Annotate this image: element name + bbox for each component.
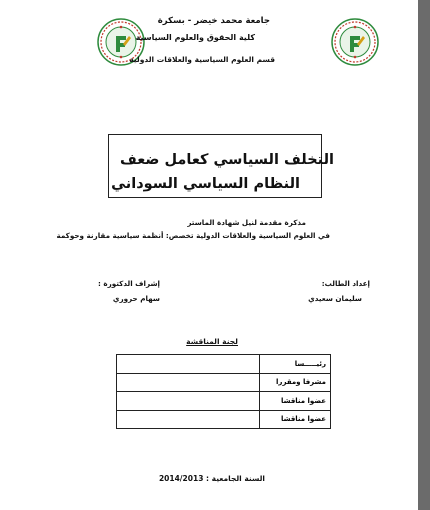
thesis-title-line2: النظام السياسي السوداني	[111, 176, 300, 192]
committee-table	[116, 354, 331, 429]
specialization: في العلوم السياسية والعلاقات الدولية تخصص: أنظمة سياسية مقارنة وحوكمة	[56, 231, 330, 240]
committee-role: رئيـــــسا	[260, 355, 331, 374]
table-row	[117, 410, 331, 429]
table-row	[117, 373, 331, 392]
university-logo-icon-right	[331, 18, 379, 66]
faculty-name: كلية الحقوق والعلوم السياسية	[135, 33, 255, 42]
degree-statement: مذكرة مقدمة لنيل شهادة الماستر	[187, 218, 306, 227]
committee-role: عضوا مناقشا	[260, 392, 331, 411]
supervisor-label: إشراف الدكتورة :	[97, 279, 160, 288]
academic-year: السنة الجامعية : 2014/2013	[158, 474, 265, 483]
table-row	[117, 355, 331, 374]
committee-role: عضوا مناقشا	[260, 410, 331, 429]
viewer-background	[418, 0, 430, 510]
committee-member	[117, 392, 260, 411]
student-name: سليمان سعيدي	[308, 294, 362, 303]
table-row	[117, 392, 331, 411]
committee-role: مشرفا ومقررا	[260, 373, 331, 392]
department-name: قسم العلوم السياسية والعلاقات الدولية	[129, 55, 275, 64]
committee-member	[117, 410, 260, 429]
supervisor-name: سهام حروري	[112, 294, 160, 303]
thesis-title-line1: التخلف السياسي كعامل ضعف	[119, 152, 334, 168]
committee-member	[117, 373, 260, 392]
prepared-by-label: إعداد الطالب:	[321, 279, 370, 288]
committee-title: لجنة المناقشة	[186, 337, 238, 346]
committee-member	[117, 355, 260, 374]
university-name: جامعة محمد خيضر - بسكرة	[157, 16, 270, 26]
